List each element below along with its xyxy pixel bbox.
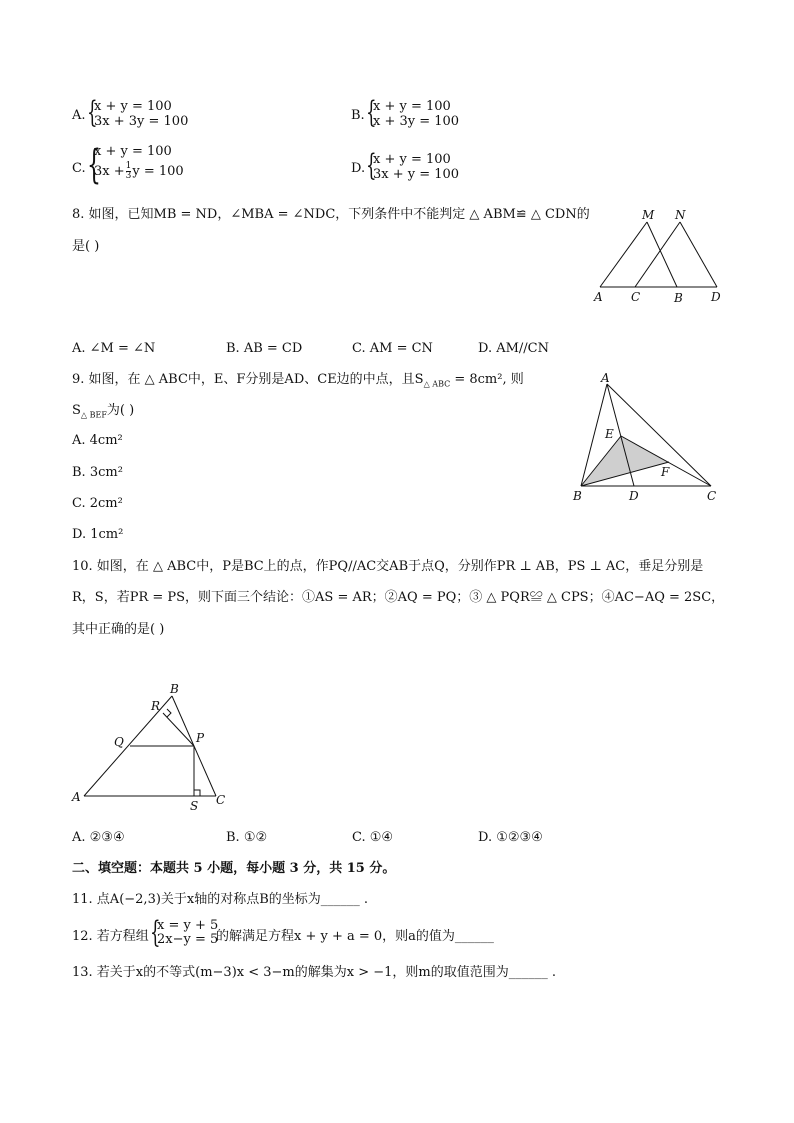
q12-equation-line-1: x = y + 5 xyxy=(157,918,219,933)
segment-pr xyxy=(163,713,194,746)
label-r: R xyxy=(151,699,161,713)
q9-text-part: 9. 如图，在 △ ABC中，E、F分别是AD、CE边的中点，且S xyxy=(72,372,424,387)
equation-line-2: 3x + 3y = 100 xyxy=(94,114,189,129)
fraction xyxy=(126,162,132,181)
q10-text-line-3: 其中正确的是( ) xyxy=(72,622,165,637)
label-d: D xyxy=(711,290,721,304)
q10-figure xyxy=(66,680,236,810)
triangle-bef-shaded xyxy=(581,436,669,486)
q8-option-a: A. ∠M = ∠N xyxy=(72,341,156,356)
label-d: D xyxy=(629,489,639,503)
label-a: A xyxy=(594,290,603,304)
label-f: F xyxy=(661,465,670,479)
equation-line-2 xyxy=(94,162,184,181)
equation-part: y = 100 xyxy=(132,164,184,179)
q10-text-line-1: 10. 如图，在 △ ABC中，P是BC上的点，作PQ//AC交AB于点Q，分别作PR ⊥ AB，PS ⊥ AC，垂足分别是 xyxy=(72,559,704,574)
q12-text-pre: 12. 若方程组 xyxy=(72,929,149,944)
label-b: B xyxy=(674,291,683,305)
q13-text: 13. 若关于x的不等式(m−3)x < 3−m的解集为x > −1，则m的取值范围为______ . xyxy=(72,965,556,980)
q11-text: 11. 点A(−2,3)关于x轴的对称点B的坐标为______ . xyxy=(72,892,369,907)
option-label: A. xyxy=(72,108,86,123)
option-label: B. xyxy=(351,108,365,123)
q9-figure xyxy=(565,370,725,508)
q8-option-b: B. AB = CD xyxy=(226,341,303,356)
equation-line-1: x + y = 100 xyxy=(373,99,451,114)
q10-option-d: D. ①②③④ xyxy=(478,830,543,845)
label-c: C xyxy=(216,793,226,807)
segment-am xyxy=(600,222,647,287)
q9-subscript: △ ABC xyxy=(423,379,451,389)
q9-option-b: B. 3cm² xyxy=(72,465,123,480)
q8-figure xyxy=(590,205,730,305)
label-b: B xyxy=(573,489,582,503)
q9-text-line-2 xyxy=(72,404,134,420)
section-heading: 二、填空题：本题共 5 小题，每小题 3 分，共 15 分。 xyxy=(72,861,396,876)
q10-option-c: C. ①④ xyxy=(352,830,394,845)
brace: { xyxy=(150,915,161,950)
label-q: Q xyxy=(114,735,124,749)
brace: { xyxy=(87,142,101,188)
right-angle-mark-r xyxy=(167,709,171,717)
segment-nd xyxy=(680,222,717,287)
label-e: E xyxy=(605,427,614,441)
equation-part: 3x + xyxy=(94,164,125,179)
q8-text-line-1: 8. 如图，已知MB = ND，∠MBA = ∠NDC，下列条件中不能判定 △ ABM≌ △ CDN的 xyxy=(72,207,590,222)
q10-option-b: B. ①② xyxy=(226,830,268,845)
fraction-numerator: 1 xyxy=(125,161,132,171)
q8-option-d: D. AM//CN xyxy=(478,341,550,356)
q9-text-part: = 8cm², 则 xyxy=(450,372,524,387)
label-c: C xyxy=(631,290,641,304)
label-b: B xyxy=(170,682,179,696)
label-n: N xyxy=(675,208,686,222)
option-label: C. xyxy=(72,161,86,176)
label-p: P xyxy=(196,731,205,745)
equation-line-2: 3x + y = 100 xyxy=(373,167,460,182)
brace: { xyxy=(87,95,98,130)
q8-text-line-2: 是( ) xyxy=(72,239,100,254)
q9-option-d: D. 1cm² xyxy=(72,527,124,542)
label-c: C xyxy=(707,489,717,503)
q9-subscript: △ BEF xyxy=(80,410,107,420)
label-s: S xyxy=(190,799,199,810)
q12-text-post: 的解满足方程x + y + a = 0，则a的值为______ xyxy=(216,929,494,944)
q10-text-line-2: R，S，若PR = PS，则下面三个结论：①AS = AR；②AQ = PQ；③ △ PQR≌ △ CPS；④AC−AQ = 2SC， xyxy=(72,590,725,605)
label-m: M xyxy=(642,208,655,222)
q9-text-part: S xyxy=(72,403,81,418)
fraction-denominator: 3 xyxy=(125,171,132,181)
brace: { xyxy=(366,148,377,183)
q10-option-a: A. ②③④ xyxy=(72,830,125,845)
segment-cn xyxy=(635,222,680,287)
q8-option-c: C. AM = CN xyxy=(352,341,433,356)
q9-option-a: A. 4cm² xyxy=(72,433,123,448)
q12-equation-line-2: 2x−y = 5 xyxy=(157,932,219,947)
equation-line-2: x + 3y = 100 xyxy=(373,114,460,129)
right-angle-mark-s xyxy=(194,790,200,796)
equation-line-1: x + y = 100 xyxy=(94,99,172,114)
option-label: D. xyxy=(351,161,366,176)
equation-line-1: x + y = 100 xyxy=(94,144,172,159)
segment-mb xyxy=(647,222,677,287)
q9-text-line-1 xyxy=(72,373,524,389)
equation-line-1: x + y = 100 xyxy=(373,152,451,167)
label-a: A xyxy=(601,371,610,385)
brace: { xyxy=(366,95,377,130)
q9-option-c: C. 2cm² xyxy=(72,496,123,511)
label-a: A xyxy=(72,790,81,804)
q9-text-part: 为( ) xyxy=(106,403,135,418)
